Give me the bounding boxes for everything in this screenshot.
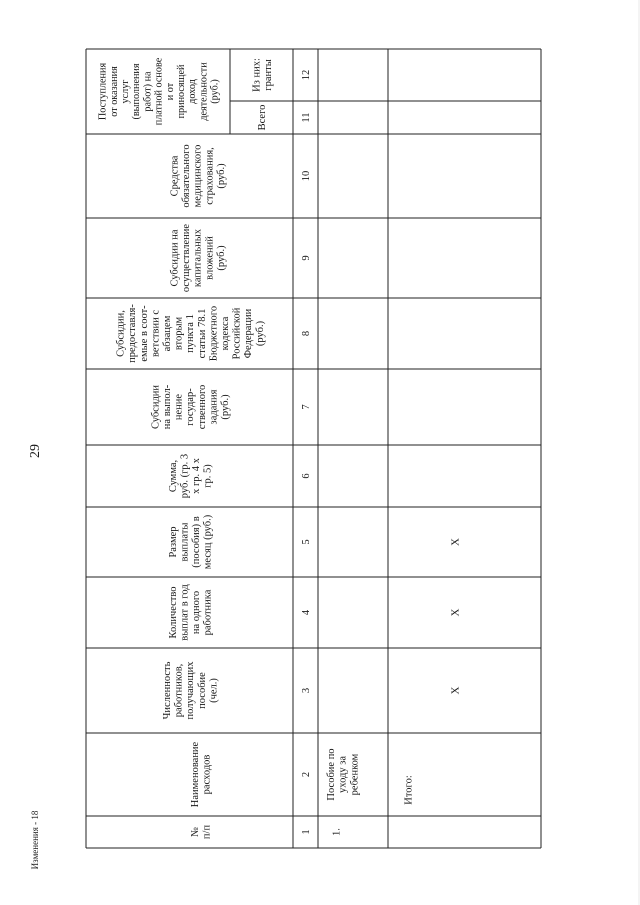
svg-text:Субсидии наосуществлениекапита <box>170 224 227 292</box>
row-2-cell-4-line: X <box>449 608 462 617</box>
column-number-4-line: 4 <box>301 609 313 616</box>
column-number-4 <box>301 609 312 615</box>
column-number-10-line: 10 <box>301 170 313 182</box>
header-col-11-12-line: работ) на <box>142 71 154 112</box>
header-col-11-12-line: деятельности <box>198 62 210 121</box>
row-2-name <box>404 775 415 805</box>
column-number-5-line: 5 <box>301 539 313 545</box>
svg-text:№п/п <box>190 825 213 840</box>
svg-text:7 <box>301 404 312 409</box>
svg-text:Количествовыплат в годна одног <box>168 584 214 641</box>
row-1-index <box>332 828 343 836</box>
row-1-name-line: Пособие по <box>326 748 338 801</box>
header-col-10-line: Средства <box>169 155 181 197</box>
header-col-1-line: № <box>189 826 201 838</box>
row-2-cell-5 <box>449 538 461 546</box>
header-col-3-line: получающих <box>185 661 197 720</box>
svg-text:Сумма,руб. (гр. 3х гр. 4 хгр. <box>168 454 214 498</box>
header-col-8-line: Субсидии, <box>115 310 127 357</box>
header-col-5 <box>168 514 214 569</box>
header-col-8-line: Российской <box>231 307 243 360</box>
header-col-5-line: (пособия) в <box>191 516 202 568</box>
header-col-7 <box>150 384 231 429</box>
svg-text:1. <box>332 828 343 836</box>
header-col-3-line: (чел.) <box>208 678 220 703</box>
svg-text:X <box>449 538 461 546</box>
header-col-9-line: Субсидии на <box>169 229 181 287</box>
header-col-2 <box>190 741 213 807</box>
column-number-8 <box>301 331 312 336</box>
svg-text:2 <box>301 772 312 777</box>
svg-text:11 <box>301 112 312 122</box>
header-col-5-line: выплаты <box>179 522 191 562</box>
header-col-10 <box>170 144 227 207</box>
header-col-6-line: х гр. 4 х <box>191 458 202 494</box>
header-col-11-12-line: услуг <box>120 79 131 104</box>
header-col-8-line: кодекса <box>220 316 231 351</box>
svg-text:4 <box>301 609 312 615</box>
header-col-6 <box>168 454 214 498</box>
header-col-8-line: предоставля- <box>127 304 139 363</box>
svg-text:10 <box>301 171 312 182</box>
row-2-cell-3-line: X <box>449 686 462 695</box>
header-col-8-line: ветствии с <box>150 309 162 358</box>
header-col-11-12-line: (выполнения <box>131 63 143 120</box>
header-col-9-line: осуществление <box>181 223 193 293</box>
svg-text:5 <box>301 539 312 544</box>
header-col-10-line: медицинского <box>192 144 204 208</box>
row-2-cell-5-line: X <box>449 538 462 546</box>
header-col-6-line: руб. (гр. 3 <box>179 453 191 499</box>
header-col-11-12-line: Поступления <box>97 62 109 121</box>
header-col-8-line: емые в соот- <box>138 305 150 362</box>
header-col-9-line: (руб.) <box>215 245 227 271</box>
header-col-3-line: работников, <box>173 663 185 718</box>
column-number-1 <box>301 829 312 834</box>
header-col-7-line: ственного <box>196 384 208 430</box>
header-col-11-12-line: и от <box>164 82 176 101</box>
svg-text:X <box>449 686 461 694</box>
column-number-2 <box>301 772 312 777</box>
row-2-name-line: Итого: <box>403 775 415 805</box>
svg-text:Наименованиерасходов <box>190 741 213 807</box>
svg-text:Итого: <box>404 775 415 805</box>
column-number-6 <box>301 473 312 478</box>
row-1-name-line: ребенком <box>349 753 361 796</box>
svg-text:Поступленияот оказанияуслуг(вы <box>98 57 221 125</box>
header-col-11-line: Всего <box>257 104 269 131</box>
column-number-9 <box>301 255 312 260</box>
svg-text:Средстваобязательногомедицинск <box>170 144 227 207</box>
svg-text:Субсидиина выпол-нениегосудар- <box>150 384 231 429</box>
header-col-11-12-line: доход <box>187 79 199 104</box>
column-number-12 <box>301 70 312 81</box>
header-col-8-line: Бюджетного <box>208 305 220 362</box>
header-col-6-line: Сумма, <box>167 459 179 493</box>
header-col-8-line: Федерации <box>243 308 255 359</box>
header-col-11-12-line: платной основе <box>153 57 165 126</box>
header-col-8-line: пункта 1 <box>185 314 197 353</box>
header-col-4 <box>168 584 214 641</box>
column-number-7 <box>301 404 312 409</box>
row-1-name-line: уходу за <box>337 755 349 794</box>
table-grid <box>86 49 541 848</box>
header-col-3 <box>162 661 219 720</box>
header-col-8-line: статьи 78.1 <box>196 308 208 359</box>
header-col-11-12-line: приносящей <box>176 64 187 119</box>
svg-text:X <box>449 608 461 616</box>
column-number-11 <box>301 112 312 122</box>
header-col-7-line: государ- <box>185 388 197 426</box>
header-col-9 <box>170 224 227 292</box>
header-col-7-line: на выпол- <box>162 384 173 430</box>
column-number-8-line: 8 <box>301 330 313 337</box>
header-col-7-line: (руб.) <box>220 394 231 420</box>
header-col-10-line: страхования, <box>204 147 216 205</box>
header-col-5-line: месяц (руб.) <box>202 514 214 570</box>
svg-text:9 <box>301 255 312 260</box>
svg-text:Субсидии,предоставля-емые в со <box>116 304 266 363</box>
header-col-11-12 <box>98 57 221 125</box>
row-1-index-line: 1. <box>331 828 343 836</box>
header-col-12-line: Из них: <box>251 58 263 92</box>
header-col-11-12-line: от оказания <box>108 66 120 117</box>
page-number: 29 <box>28 444 43 458</box>
header-col-3-line: пособие <box>196 672 208 709</box>
header-col-7-line: задания <box>208 389 220 425</box>
header-col-7-line: нение <box>173 393 185 421</box>
header-col-1-line: п/п <box>201 824 213 840</box>
column-number-7-line: 7 <box>301 404 313 410</box>
header-col-9-line: вложений <box>204 236 216 280</box>
header-col-2-line: Наименование <box>189 741 201 808</box>
header-col-8-line: вторым <box>173 316 185 351</box>
column-number-3 <box>301 688 312 693</box>
svg-text:Численностьработников,получающ <box>162 661 219 720</box>
header-col-12 <box>251 58 274 92</box>
svg-text:1 <box>301 829 312 834</box>
header-col-4-line: на одного <box>191 590 202 635</box>
header-col-7-line: Субсидии <box>150 384 162 430</box>
svg-text:Всего <box>257 105 268 131</box>
column-number-3-line: 3 <box>301 687 313 694</box>
svg-text:Из них:гранты <box>251 58 274 92</box>
column-number-10 <box>301 171 312 182</box>
column-number-9-line: 9 <box>301 255 313 261</box>
header-col-5-line: Размер <box>167 526 179 558</box>
svg-text:Пособие поуходу заребенком <box>326 748 360 800</box>
header-col-4-line: работника <box>202 589 214 636</box>
header-col-4-line: Количество <box>167 586 179 639</box>
svg-text:8 <box>301 331 312 336</box>
svg-text:12 <box>301 70 312 81</box>
svg-text:6 <box>301 473 312 478</box>
header-col-11-12-line: (руб.) <box>209 79 221 104</box>
column-number-1-line: 1 <box>301 829 313 835</box>
header-col-6-line: гр. 5) <box>202 464 214 488</box>
header-col-2-line: расходов <box>201 754 213 795</box>
header-col-12-line: гранты <box>263 59 274 91</box>
row-1-name <box>326 748 360 800</box>
header-col-8-line: абзацем <box>162 315 173 352</box>
header-col-1 <box>190 825 213 840</box>
header-col-10-line: обязательного <box>181 144 193 208</box>
footer-note-text: Изменения - 18 <box>30 810 40 870</box>
row-2-cell-4 <box>449 608 461 616</box>
svg-text:Размервыплаты(пособия) вмесяц <box>168 514 214 569</box>
column-number-2-line: 2 <box>301 771 313 778</box>
header-col-8-line: (руб.) <box>254 320 266 347</box>
column-number-12-line: 12 <box>301 69 313 81</box>
header-col-4-line: выплат в год <box>179 584 191 641</box>
svg-text:3 <box>301 688 312 693</box>
column-number-11-line: 11 <box>301 112 313 123</box>
header-col-9-line: капитальных <box>192 228 204 288</box>
table-text <box>98 57 462 839</box>
header-col-8 <box>116 304 266 363</box>
column-number-5 <box>301 539 312 544</box>
header-col-10-line: (руб.) <box>215 163 227 189</box>
column-number-6-line: 6 <box>301 473 313 479</box>
row-2-cell-3 <box>449 686 461 694</box>
header-col-3-line: Численность <box>162 661 173 720</box>
header-col-11 <box>257 105 268 131</box>
